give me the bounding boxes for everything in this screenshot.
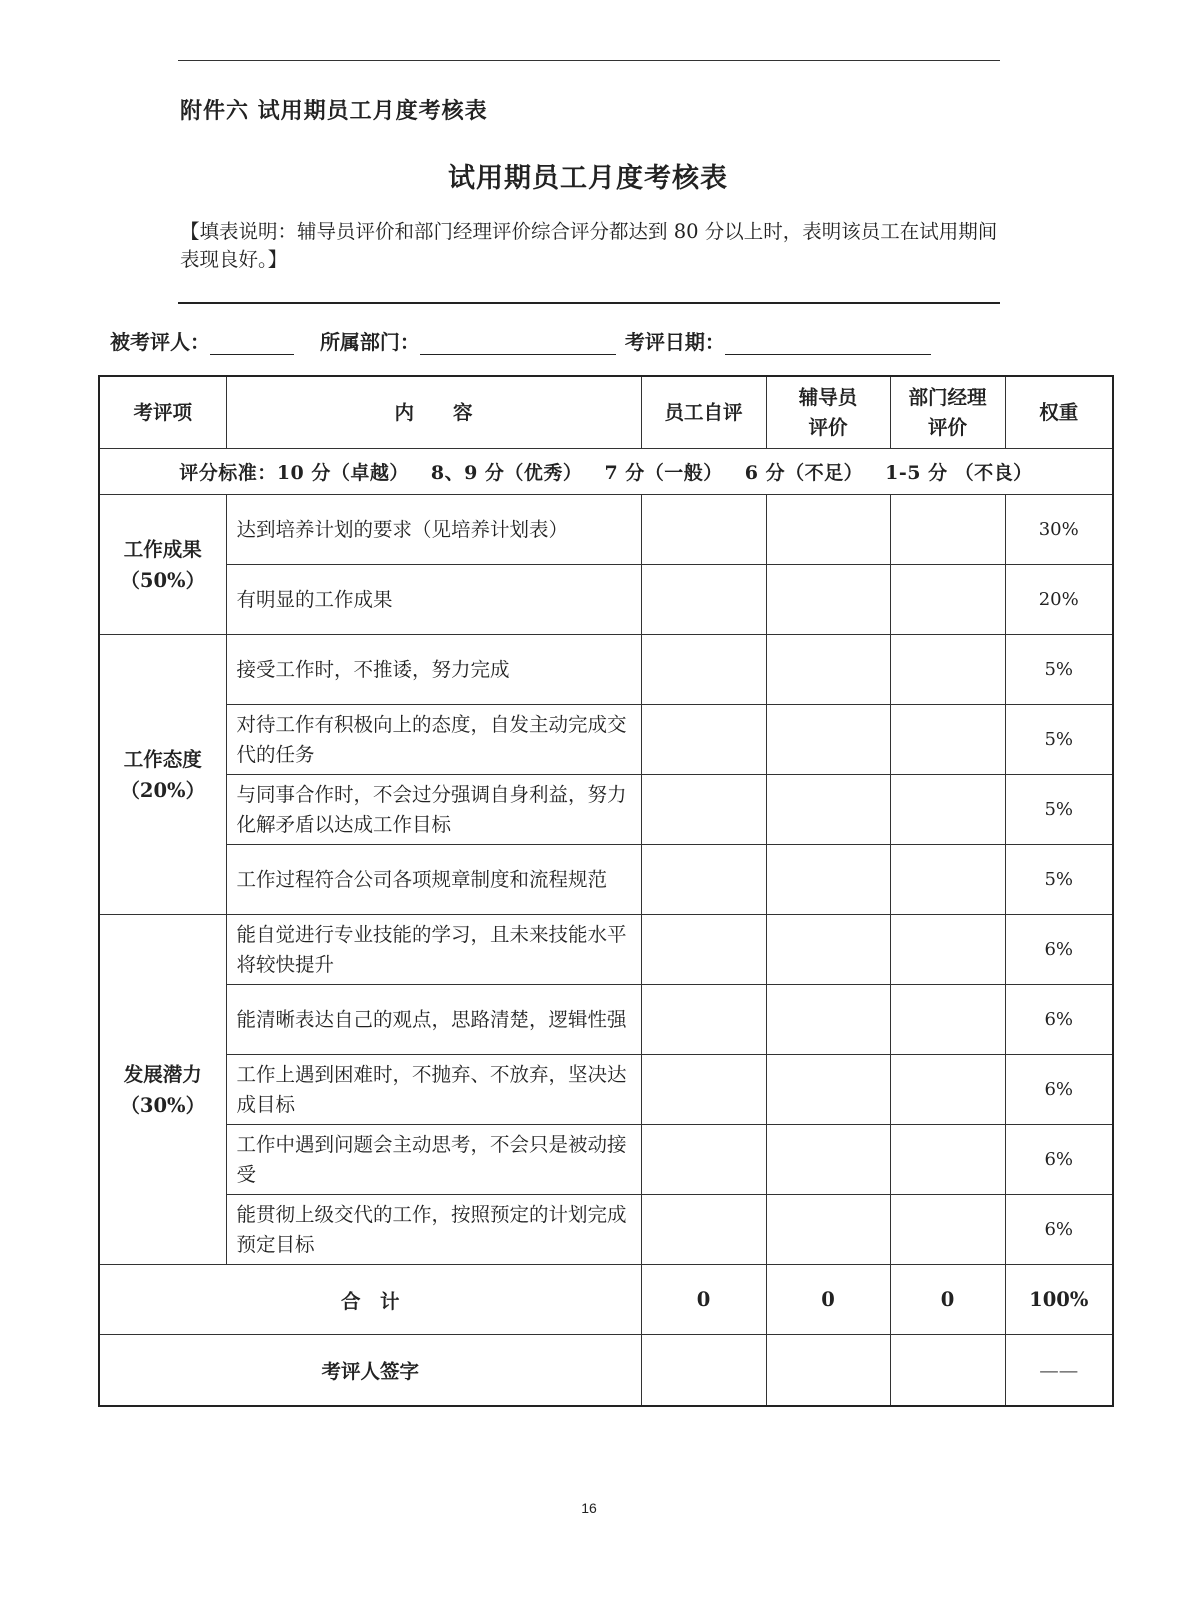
mentor-score-cell[interactable] [766, 1055, 890, 1125]
mentor-score-cell[interactable] [766, 565, 890, 635]
mentor-score-cell[interactable] [766, 915, 890, 985]
table-row [99, 1195, 1113, 1265]
category-cell [99, 495, 226, 635]
header-item: 考评项 [99, 376, 226, 449]
standard-excellent: 10 分（卓越） [276, 462, 409, 484]
standard-average: 7 分（一般） [604, 462, 723, 484]
criterion-text: 能贯彻上级交代的工作，按照预定的计划完成预定目标 [226, 1195, 641, 1265]
manager-score-cell[interactable] [890, 845, 1005, 915]
header-mentor [766, 376, 890, 449]
section-rule [178, 302, 1000, 304]
criterion-text: 工作中遇到问题会主动思考，不会只是被动接受 [226, 1125, 641, 1195]
standard-poor: 1-5 分 （不良） [885, 462, 1033, 484]
criterion-text: 与同事合作时，不会过分强调自身利益，努力化解矛盾以达成工作目标 [226, 775, 641, 845]
header-self: 员工自评 [641, 376, 766, 449]
page-number: 16 [581, 1500, 597, 1516]
mentor-score-cell[interactable] [766, 985, 890, 1055]
date-label: 考评日期： [624, 330, 725, 354]
weight-cell: 30% [1005, 495, 1113, 565]
table-row [99, 565, 1113, 635]
manager-score-cell[interactable] [890, 985, 1005, 1055]
manager-score-cell[interactable] [890, 495, 1005, 565]
header-weight: 权重 [1005, 376, 1113, 449]
weight-cell: 20% [1005, 565, 1113, 635]
mentor-score-cell[interactable] [766, 1125, 890, 1195]
scoring-standard-row [99, 449, 1113, 495]
weight-cell: 6% [1005, 915, 1113, 985]
table-row [99, 915, 1113, 985]
self-score-cell[interactable] [641, 565, 766, 635]
self-score-cell[interactable] [641, 985, 766, 1055]
category-cell [99, 915, 226, 1265]
form-title: 试用期员工月度考核表 [448, 163, 728, 194]
weight-cell: 5% [1005, 635, 1113, 705]
criterion-text: 对待工作有积极向上的态度，自发主动完成交代的任务 [226, 705, 641, 775]
mentor-score-cell[interactable] [766, 635, 890, 705]
table-row [99, 705, 1113, 775]
table-row [99, 985, 1113, 1055]
manager-score-cell[interactable] [890, 775, 1005, 845]
assessee-field[interactable] [210, 332, 294, 355]
weight-cell: 6% [1005, 985, 1113, 1055]
table-row [99, 1055, 1113, 1125]
weight-cell: 5% [1005, 705, 1113, 775]
standard-good: 8、9 分（优秀） [430, 462, 583, 484]
standard-label: 评分标准： [179, 462, 277, 484]
mentor-score-cell[interactable] [766, 705, 890, 775]
weight-cell: 6% [1005, 1055, 1113, 1125]
weight-cell: 5% [1005, 845, 1113, 915]
manager-score-cell[interactable] [890, 565, 1005, 635]
mentor-score-cell[interactable] [766, 1195, 890, 1265]
self-score-cell[interactable] [641, 845, 766, 915]
signature-self-cell[interactable] [641, 1335, 766, 1407]
self-score-cell[interactable] [641, 705, 766, 775]
manager-score-cell[interactable] [890, 705, 1005, 775]
header-manager [890, 376, 1005, 449]
table-header-row [99, 376, 1113, 449]
table-row [99, 1125, 1113, 1195]
mentor-score-cell[interactable] [766, 845, 890, 915]
manager-score-cell[interactable] [890, 1055, 1005, 1125]
self-score-cell[interactable] [641, 1055, 766, 1125]
signature-weight: —— [1005, 1335, 1113, 1407]
category-percent: （20%） [120, 778, 206, 802]
table-row [99, 845, 1113, 915]
self-score-cell[interactable] [641, 775, 766, 845]
self-score-cell[interactable] [641, 635, 766, 705]
weight-cell: 6% [1005, 1125, 1113, 1195]
signature-mentor-cell[interactable] [766, 1335, 890, 1407]
manager-score-cell[interactable] [890, 915, 1005, 985]
criterion-text: 有明显的工作成果 [226, 565, 641, 635]
weight-cell: 6% [1005, 1195, 1113, 1265]
criterion-text: 接受工作时，不推诿，努力完成 [226, 635, 641, 705]
mentor-score-cell[interactable] [766, 775, 890, 845]
header-content: 内 容 [226, 376, 641, 449]
criterion-text: 能自觉进行专业技能的学习，且未来技能水平将较快提升 [226, 915, 641, 985]
department-label: 所属部门： [319, 330, 420, 354]
header-rule [178, 60, 1000, 61]
weight-cell: 5% [1005, 775, 1113, 845]
table-row [99, 635, 1113, 705]
header-mentor-line2: 评价 [808, 415, 848, 439]
signature-manager-cell[interactable] [890, 1335, 1005, 1407]
standard-insufficient: 6 分（不足） [744, 462, 864, 484]
annex-title: 附件六 试用期员工月度考核表 [180, 98, 488, 124]
category-cell [99, 635, 226, 915]
category-percent: （30%） [120, 1093, 206, 1117]
department-field[interactable] [420, 332, 616, 355]
category-name: 工作态度 [123, 747, 202, 771]
self-score-cell[interactable] [641, 1195, 766, 1265]
assessment-table [98, 375, 1114, 1407]
signature-label: 考评人签字 [99, 1335, 641, 1407]
total-self: 0 [641, 1265, 766, 1335]
criterion-text: 达到培养计划的要求（见培养计划表） [226, 495, 641, 565]
scoring-standard [99, 449, 1113, 495]
assessee-label: 被考评人： [110, 330, 210, 354]
header-manager-line2: 评价 [927, 415, 967, 439]
self-score-cell[interactable] [641, 495, 766, 565]
header-mentor-line1: 辅导员 [798, 385, 858, 409]
manager-score-cell[interactable] [890, 635, 1005, 705]
category-name: 工作成果 [123, 537, 202, 561]
criterion-text: 工作上遇到困难时，不抛弃、不放弃，坚决达成目标 [226, 1055, 641, 1125]
total-mentor: 0 [766, 1265, 890, 1335]
category-percent: （50%） [120, 568, 206, 592]
assessment-info-fields [110, 326, 933, 355]
criterion-text: 工作过程符合公司各项规章制度和流程规范 [226, 845, 641, 915]
date-field[interactable] [725, 332, 931, 355]
signature-row [99, 1335, 1113, 1407]
mentor-score-cell[interactable] [766, 495, 890, 565]
header-manager-line1: 部门经理 [908, 385, 987, 409]
total-manager: 0 [890, 1265, 1005, 1335]
category-name: 发展潜力 [123, 1062, 202, 1086]
criterion-text: 能清晰表达自己的观点，思路清楚，逻辑性强 [226, 985, 641, 1055]
manager-score-cell[interactable] [890, 1125, 1005, 1195]
manager-score-cell[interactable] [890, 1195, 1005, 1265]
total-weight: 100% [1005, 1265, 1113, 1335]
total-label: 合 计 [99, 1265, 641, 1335]
table-row [99, 495, 1113, 565]
self-score-cell[interactable] [641, 1125, 766, 1195]
total-row [99, 1265, 1113, 1335]
table-row [99, 775, 1113, 845]
instructions-note: 【填表说明：辅导员评价和部门经理评价综合评分都达到 80 分以上时，表明该员工在试用期间表现良好。】 [180, 220, 998, 271]
self-score-cell[interactable] [641, 915, 766, 985]
